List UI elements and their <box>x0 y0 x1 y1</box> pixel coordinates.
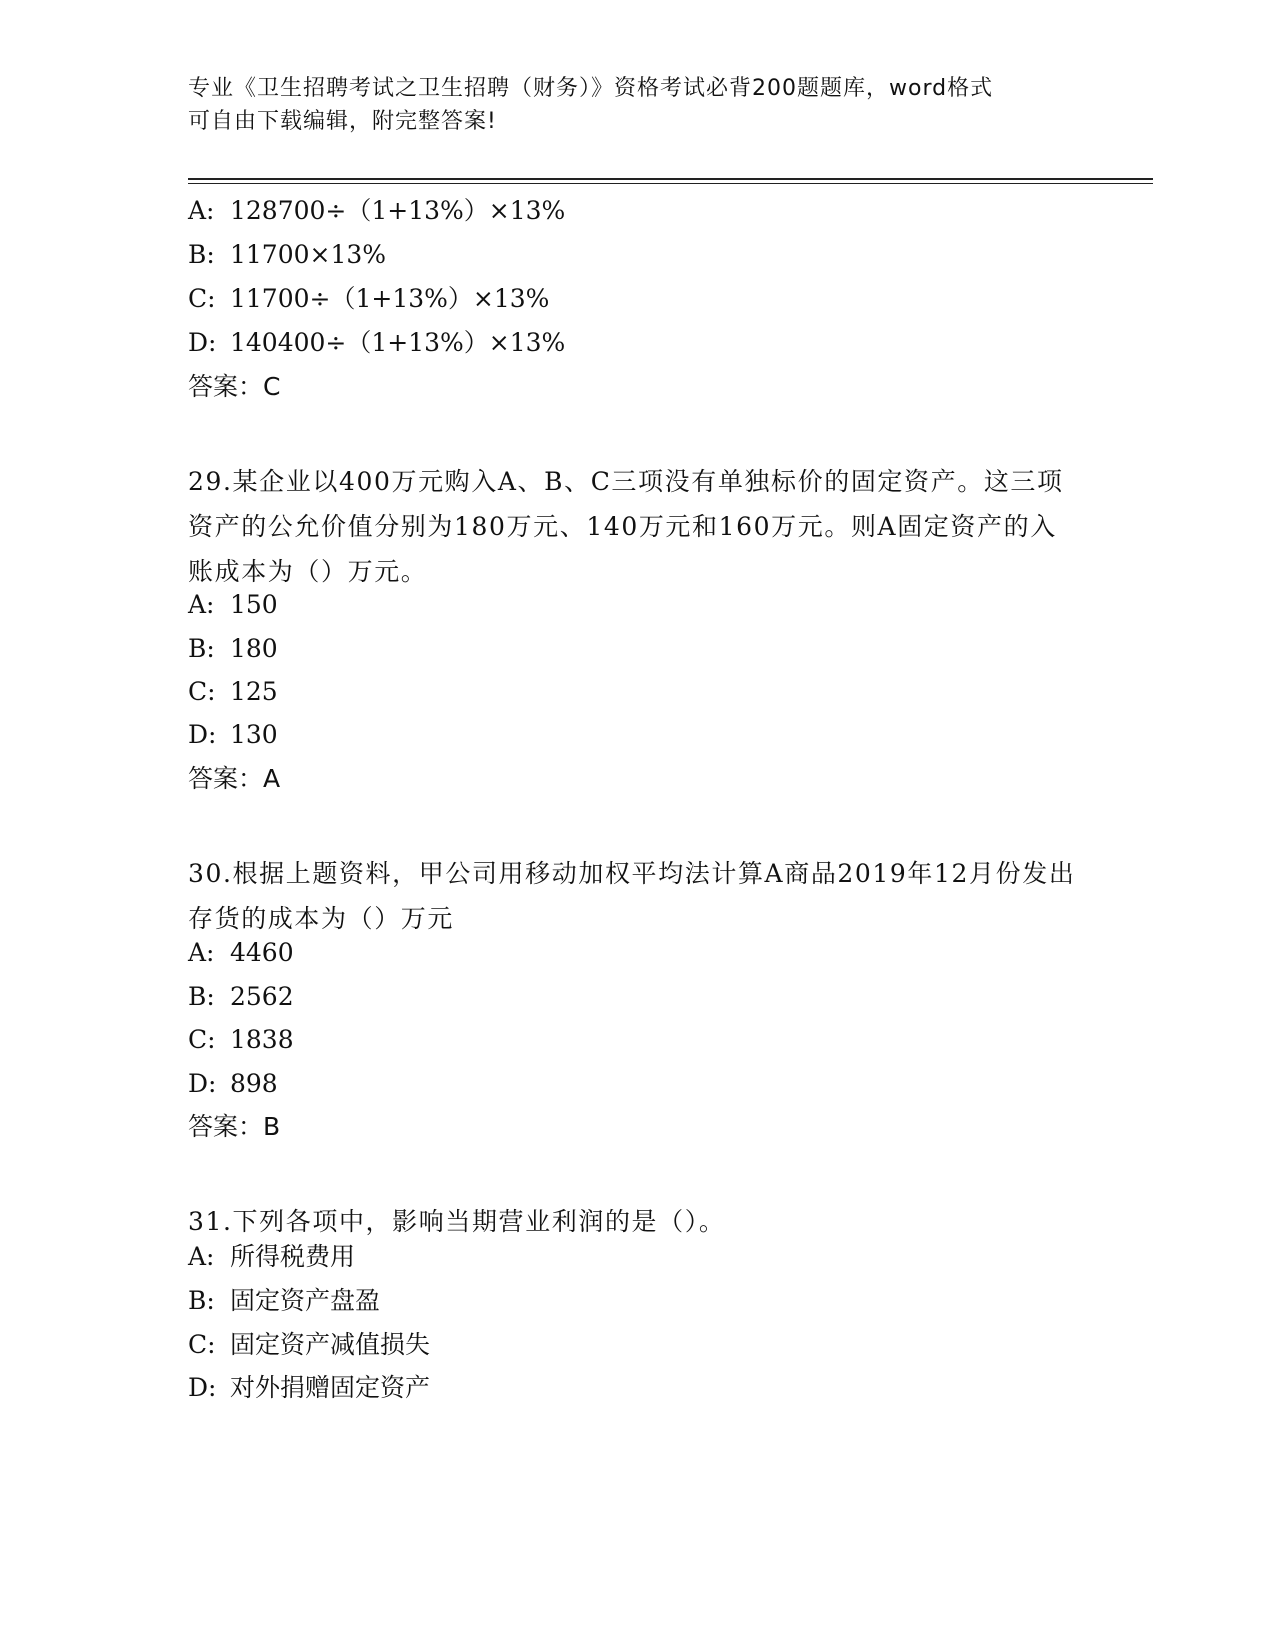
q31-option-b: B: 固定资产盘盈 <box>188 1286 381 1315</box>
header-rule-thick <box>188 178 1153 180</box>
q30-question-text: 30.根据上题资料，甲公司用移动加权平均法计算A商品2019年12月份发出存货的成本为（）万元 <box>188 859 1076 933</box>
q28-option-c: C: 11700÷（1+13%）×13% <box>188 284 550 313</box>
q31-option-a: A: 所得税费用 <box>188 1242 356 1271</box>
q28-option-d: D: 140400÷（1+13%）×13% <box>188 328 566 357</box>
q28-option-b: B: 11700×13% <box>188 240 387 269</box>
q30-option-d: D: 898 <box>188 1069 278 1098</box>
q31-option-c: C: 固定资产减值损失 <box>188 1330 431 1359</box>
q29-option-b: B: 180 <box>188 634 278 663</box>
q29-option-c: C: 125 <box>188 677 278 706</box>
q30-option-b: B: 2562 <box>188 982 294 1011</box>
header-line-1: 专业《卫生招聘考试之卫生招聘（财务）》资格考试必背200题题库，word格式 <box>188 76 994 101</box>
q28-answer: 答案：C <box>188 372 281 401</box>
header-rule-thin <box>188 183 1153 184</box>
q30-answer: 答案：B <box>188 1112 281 1141</box>
q31-question-text: 31.下列各项中，影响当期营业利润的是（）。 <box>188 1207 726 1236</box>
q28-option-a: A: 128700÷（1+13%）×13% <box>188 196 566 225</box>
q29-option-d: D: 130 <box>188 720 278 749</box>
q29-answer: 答案：A <box>188 764 281 793</box>
q30-option-c: C: 1838 <box>188 1025 294 1054</box>
q30-option-a: A: 4460 <box>188 938 294 967</box>
q31-option-d: D: 对外捐赠固定资产 <box>188 1373 431 1402</box>
q29-option-a: A: 150 <box>188 590 278 619</box>
document-header <box>188 72 1068 138</box>
q29-question-text: 29.某企业以400万元购入A、B、C三项没有单独标价的固定资产。这三项资产的公允价值分别为180万元、140万元和160万元。则A固定资产的入账成本为（）万元。 <box>188 467 1064 586</box>
header-line-2: 可自由下载编辑，附完整答案! <box>188 109 497 134</box>
